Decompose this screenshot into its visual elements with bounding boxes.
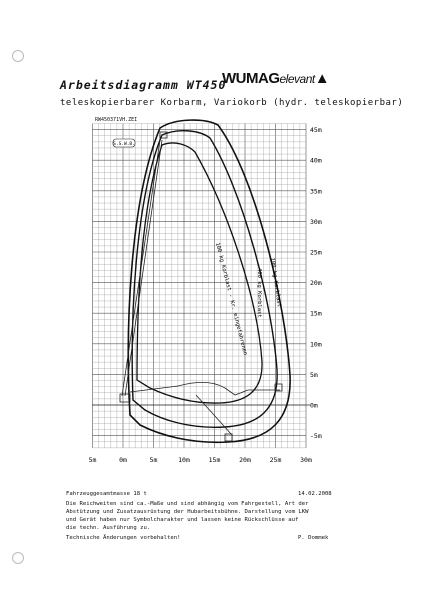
diagram-title: Arbeitsdiagramm WT450 bbox=[60, 78, 227, 92]
author-name: P. Dommek bbox=[298, 535, 329, 541]
y-tick-label: 45m bbox=[310, 126, 322, 135]
y-tick-label: 30m bbox=[310, 217, 322, 226]
x-tick-label: 5m bbox=[149, 455, 158, 464]
note-line-2: Abstützung und Zusatzausrüstung der Hubarbeitsbühne. Darstellung vom LKW bbox=[66, 509, 309, 515]
y-tick-label: 5m bbox=[310, 370, 318, 379]
x-tick-label: 15m bbox=[208, 455, 221, 464]
vehicle-weight: Fahrzeuggesamtmasse 18 t bbox=[66, 491, 147, 497]
curve-label-middle: 400 kg Korblast bbox=[256, 268, 262, 318]
logo-suffix: elevant bbox=[279, 72, 315, 86]
y-tick-label: 15m bbox=[310, 309, 322, 318]
y-tick-label: 25m bbox=[310, 248, 322, 257]
y-axis-labels bbox=[310, 126, 322, 440]
note-line-5: Technische Änderungen vorbehalten! bbox=[66, 535, 181, 541]
note-line-1: Die Reichweiten sind ca.-Maße und sind abhängig vom Fahrgestell, Art der bbox=[66, 501, 309, 507]
y-tick-label: 35m bbox=[310, 187, 322, 196]
drawing-number: RW450371VH.ZEI bbox=[95, 117, 138, 123]
note-line-4: die techn. Ausführung zu. bbox=[66, 525, 151, 531]
x-axis-labels bbox=[89, 456, 312, 464]
x-tick-label: 10m bbox=[178, 455, 190, 464]
diagram-subtitle: teleskopierbarer Korbarm, Variokorb (hydr. teleskopierbar) bbox=[60, 98, 404, 108]
y-tick-label: 40m bbox=[310, 156, 322, 165]
y-tick-label: -5m bbox=[310, 432, 322, 441]
logo-mark-icon: ▲ bbox=[314, 70, 330, 87]
y-tick-label: 10m bbox=[310, 340, 322, 349]
document-date: 14.02.2008 bbox=[298, 491, 332, 497]
y-tick-label: 20m bbox=[310, 279, 322, 288]
x-tick-label: 30m bbox=[300, 455, 312, 464]
x-tick-label: 0m bbox=[119, 455, 127, 464]
logo-brand: WUMAG bbox=[222, 70, 280, 87]
curve-label-inner: 100 kg Korblast - Kr. eingefahrenen bbox=[214, 242, 248, 356]
curve-label-outer: 100 kg Korblast bbox=[269, 257, 282, 308]
x-tick-label: 5m bbox=[88, 455, 97, 464]
top-marker-label: S.S.W.B. bbox=[113, 142, 135, 147]
y-tick-label: 0m bbox=[310, 401, 318, 410]
note-line-3: und Gerät haben nur Symbolcharakter und lassen keine Rückschlüsse auf bbox=[66, 517, 299, 523]
x-tick-label: 25m bbox=[269, 455, 282, 464]
x-tick-label: 20m bbox=[239, 455, 251, 464]
envelope-outer bbox=[128, 120, 290, 442]
